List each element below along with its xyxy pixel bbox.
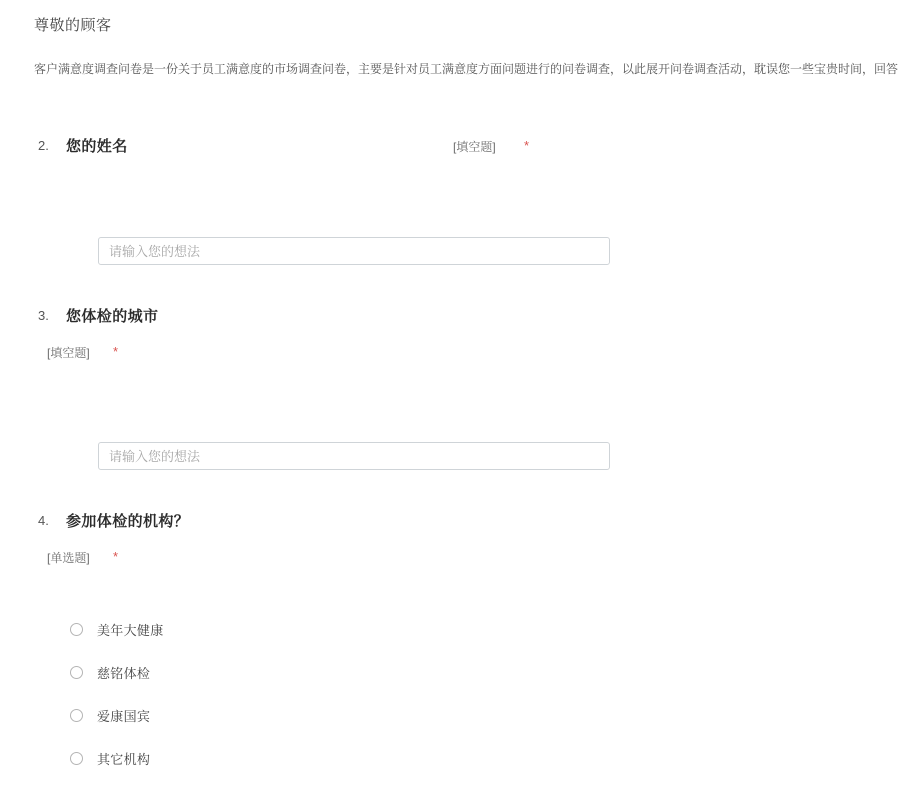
question-3-meta [0, 344, 900, 366]
question-block-2 [0, 135, 900, 161]
question-2-type-label: [填空题] [453, 140, 496, 154]
radio-icon[interactable] [70, 752, 83, 765]
question-2-text-input[interactable] [98, 237, 610, 265]
question-block-4 [0, 510, 900, 767]
question-2-required-mark: * [524, 138, 530, 153]
question-block-3 [0, 305, 900, 360]
question-2-index: 2. [38, 138, 49, 153]
question-3-header [0, 305, 900, 331]
radio-icon[interactable] [70, 623, 83, 636]
question-4-required-mark: * [113, 549, 119, 564]
question-4-meta [0, 549, 900, 571]
question-3-title: 您体检的城市 [66, 308, 159, 325]
question-4-option-1[interactable] [70, 618, 164, 640]
survey-greeting: 尊敬的顾客 [34, 17, 112, 34]
question-3-text-input[interactable] [98, 442, 610, 470]
radio-icon[interactable] [70, 666, 83, 679]
question-3-type-label: [填空题] [47, 346, 90, 360]
option-label: 其它机构 [97, 751, 151, 767]
option-label: 慈铭体检 [97, 665, 151, 681]
question-3-index: 3. [38, 308, 49, 323]
option-label: 美年大健康 [97, 622, 164, 638]
survey-intro-text: 客户满意度调查问卷是一份关于员工满意度的市场调查问卷，主要是针对员工满意度方面问题进行的问卷调查，以此展开问卷调查活动，耽误您一些宝贵时间，回答 [34, 62, 899, 76]
question-2-title: 您的姓名 [66, 138, 128, 155]
question-4-index: 4. [38, 513, 49, 528]
question-4-option-4[interactable] [70, 747, 150, 769]
question-3-required-mark: * [113, 344, 119, 359]
question-4-option-2[interactable] [70, 661, 150, 683]
radio-icon[interactable] [70, 709, 83, 722]
question-4-type-label: [单选题] [47, 551, 90, 565]
question-2-header [0, 135, 900, 161]
question-4-option-3[interactable] [70, 704, 150, 726]
option-label: 爱康国宾 [97, 708, 151, 724]
question-4-header [0, 510, 900, 536]
question-4-title: 参加体检的机构？ [66, 513, 190, 530]
